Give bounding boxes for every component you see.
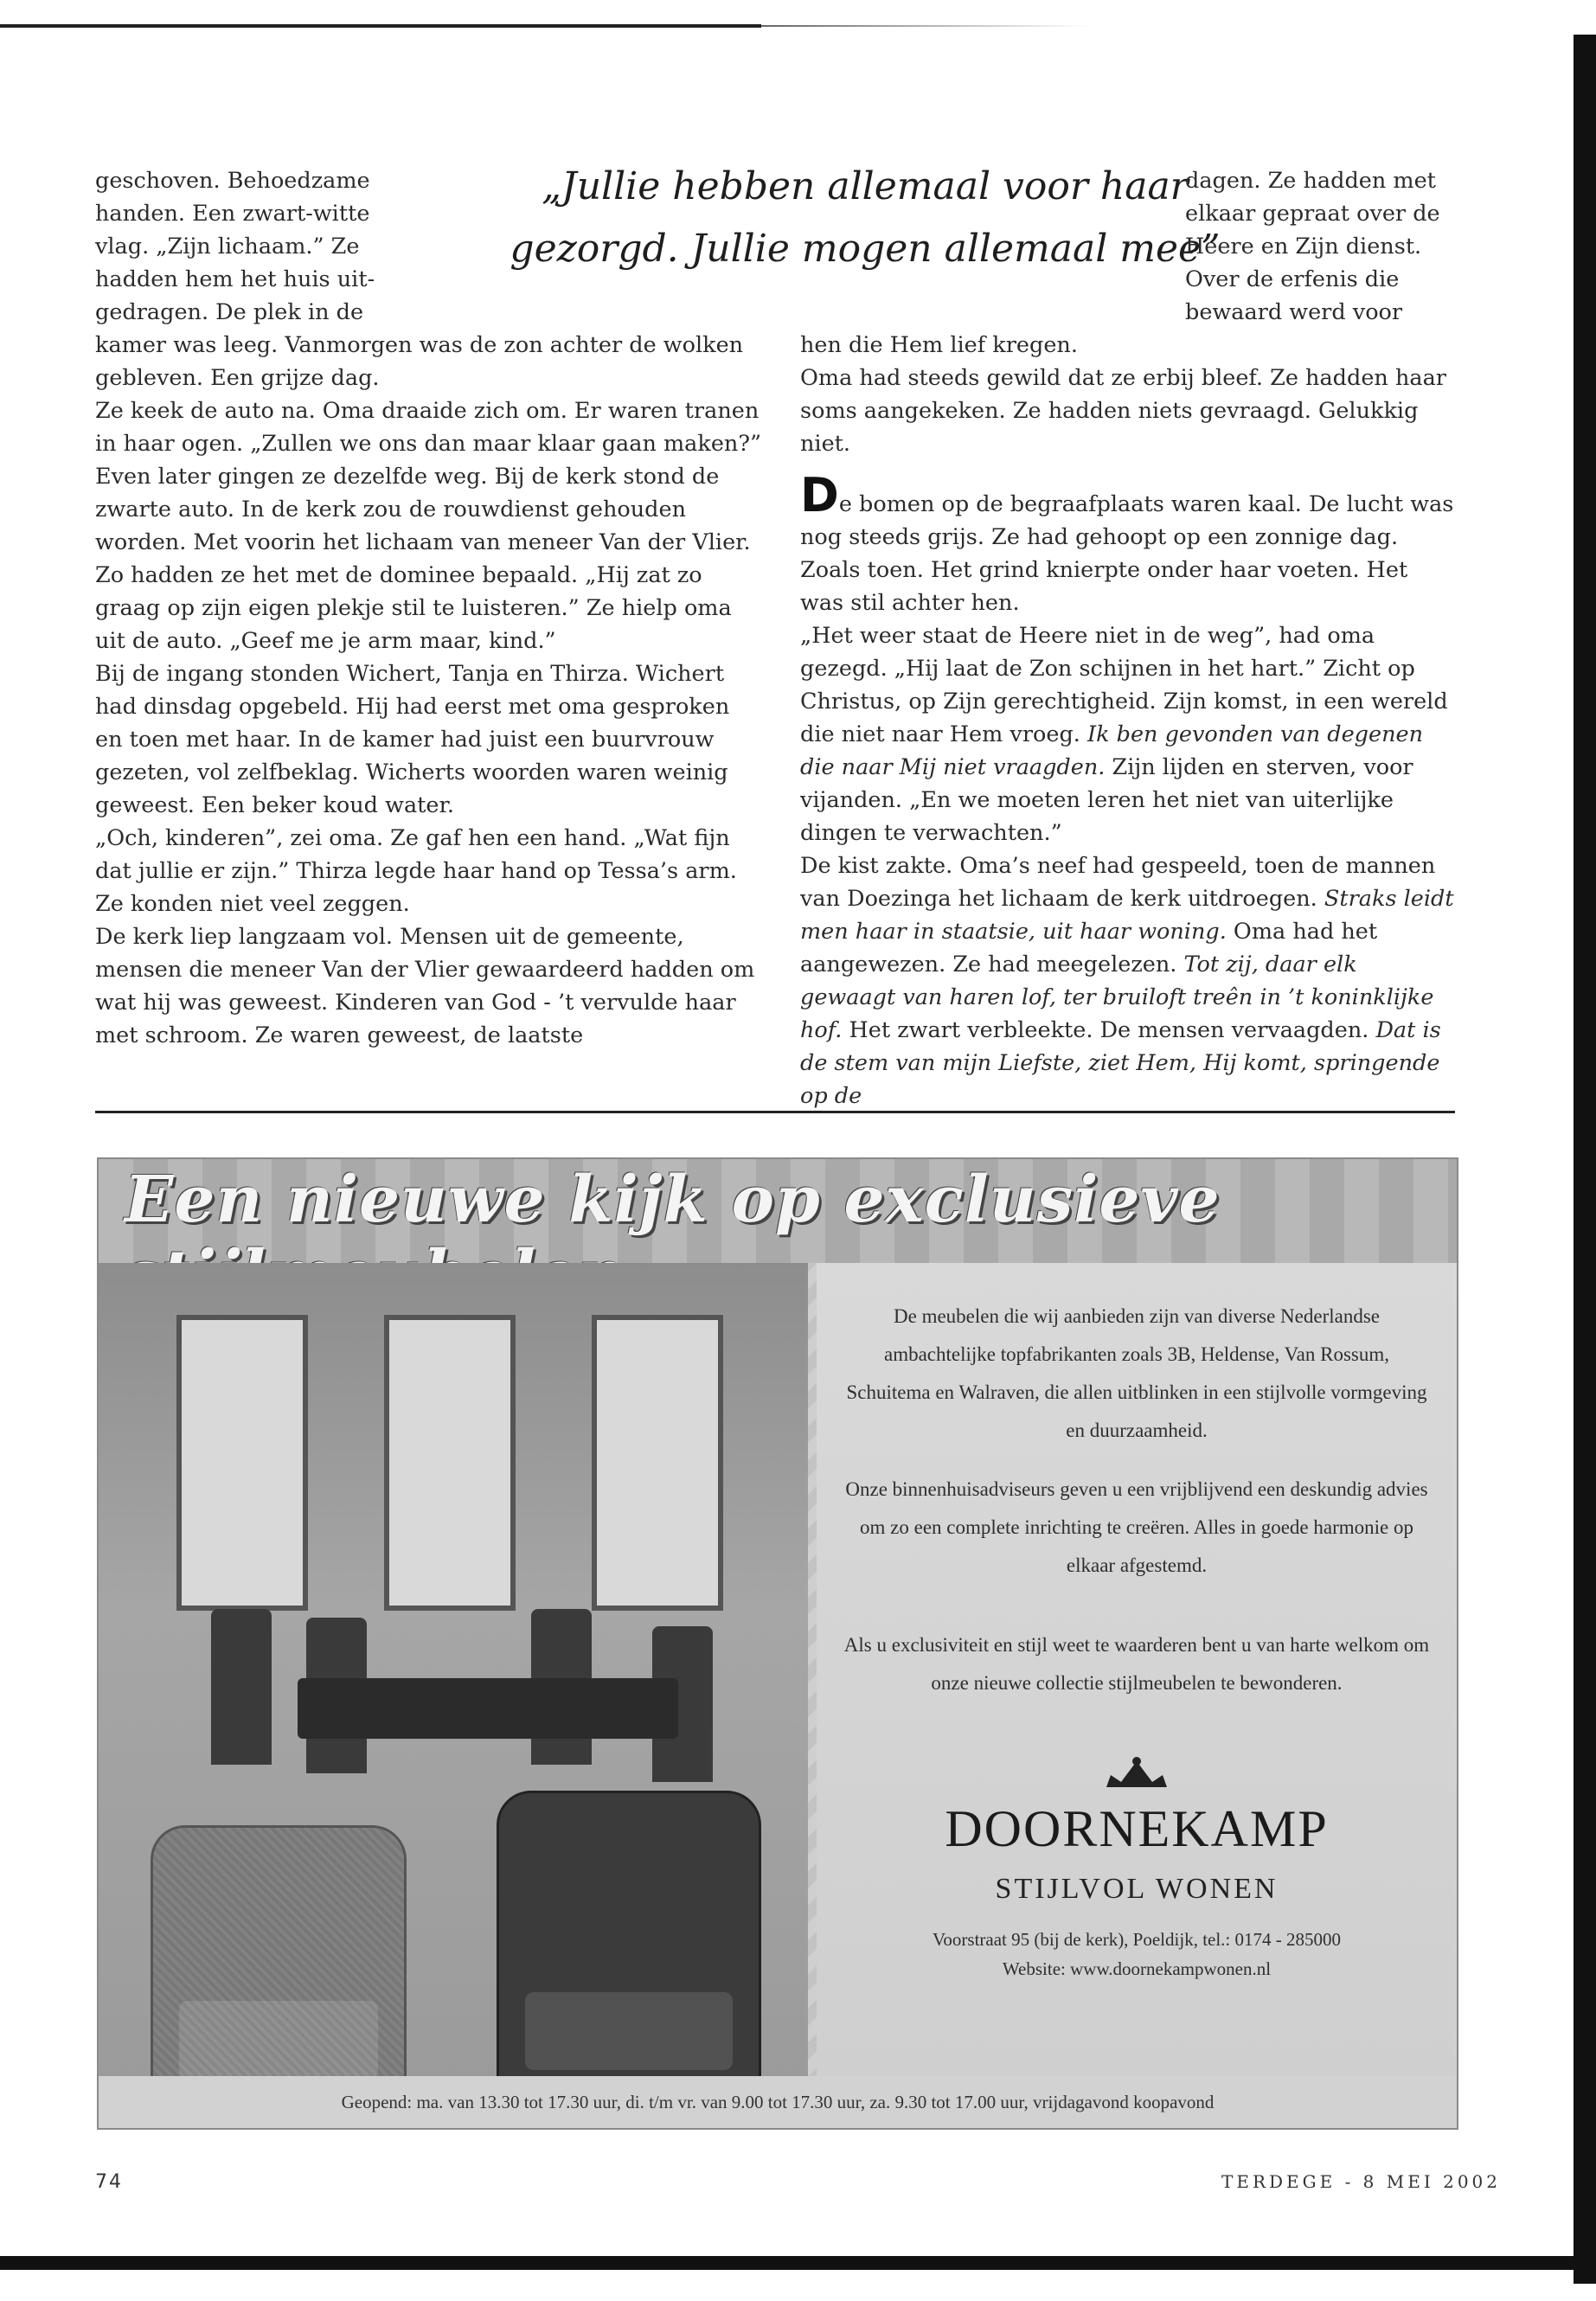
paragraph-text: „Het weer staat de Heere niet in de weg”, had oma gezegd. „Hij laat de Zon schijnen in het hart.” Zicht op Christus, op Zijn gerechtigheid. Zijn komst, in een wereld die niet naar Hem vroeg. <box>800 623 1448 747</box>
right-column <box>800 329 1458 1112</box>
paragraph <box>800 849 1458 1112</box>
publication-line: TERDEGE - 8 MEI 2002 <box>1221 2171 1501 2192</box>
left-intro-line: gedragen. De plek in de <box>95 299 364 325</box>
paragraph <box>800 619 1458 849</box>
advertisement <box>97 1157 1458 2130</box>
paragraph: Oma had steeds gewild dat ze erbij bleef. Ze hadden haar soms aangekeken. Ze hadden niets gevraagd. Gelukkig niet. <box>800 365 1446 457</box>
paragraph-text: De kist zakte. Oma’s neef had gespeeld, toen de mannen van Doezinga het lichaam de kerk uitdroegen. <box>800 853 1436 912</box>
italic-quote: Straks leidt men haar in staatsie, uit haar woning. <box>800 886 1454 945</box>
window-decoration <box>592 1315 723 1611</box>
left-intro-line: hadden hem het huis uit- <box>95 266 375 292</box>
right-intro-line: elkaar gepraat over de <box>1185 201 1440 227</box>
dining-chair <box>211 1609 272 1765</box>
left-intro-line: vlag. „Zijn lichaam.” Ze <box>95 234 360 260</box>
grey-armchair <box>151 1825 407 2116</box>
paragraph-text: Zijn lijden en sterven, voor vijanden. „En we moeten leren het niet van uiterlijke dingen te verwachten.” <box>800 754 1413 846</box>
article <box>95 164 1454 1109</box>
paragraph <box>800 468 1458 619</box>
address: Voorstraat 95 (bij de kerk), Poeldijk, tel.: 0174 - 285000 <box>932 1929 1342 1950</box>
ad-paragraph: Onze binnenhuisadviseurs geven u een vrijblijvend een deskundig advies om zo een complete inrichting te creëren. Alles in goede harmonie op elkaar afgestemd. <box>845 1478 1428 1576</box>
paragraph-text: Oma had het aangewezen. Ze had meegelezen. <box>800 919 1378 977</box>
paragraph: Bij de ingang stonden Wichert, Tanja en Thirza. Wichert had dinsdag opgebeld. Hij had eerst met oma gesproken en toen met haar. In de kamer had juist een buurvrouw gezeten, vol zelfbeklag. Wicherts woorden waren weinig geweest. Een beker koud water. <box>95 661 730 818</box>
ad-headline: Een nieuwe kijk op exclusieve <box>125 1163 1221 1237</box>
bottom-rule <box>0 2256 1596 2270</box>
address-block <box>817 1925 1457 1984</box>
top-rule-fade <box>761 25 1090 27</box>
paragraph: hen die Hem lief kregen. <box>800 332 1078 358</box>
dining-table <box>298 1678 678 1739</box>
crown-icon <box>1102 1756 1171 1791</box>
paragraph: De kerk liep langzaam vol. Mensen uit de gemeente, mensen die meneer Van der Vlier gewaardeerd hadden om wat hij was geweest. Kinderen van God - ’t vervulde haar met schroom. Ze waren geweest, de laatste <box>95 924 755 1048</box>
right-intro-line: bewaard werd voor <box>1185 299 1403 325</box>
right-intro-line: dagen. Ze hadden met <box>1185 168 1436 194</box>
furniture-photo <box>99 1263 808 2128</box>
ad-paragraph: Als u exclusiviteit en stijl weet te waarderen bent u van harte welkom om onze nieuwe collectie stijlmeubelen te bewonderen. <box>843 1634 1430 1694</box>
paragraph-text: Het zwart verbleekte. De mensen vervaagden. <box>849 1017 1369 1043</box>
left-intro-line: geschoven. Behoedzame <box>95 168 370 194</box>
left-intro-line: handen. Een zwart-witte <box>95 201 370 227</box>
paragraph: kamer was leeg. Vanmorgen was de zon achter de wolken gebleven. Een grijze dag. <box>95 332 744 391</box>
page-number: 74 <box>95 2171 123 2193</box>
italic-quote: Dat is de stem van mijn Liefste, ziet Hem, Hij komt, springende op de <box>800 1017 1441 1109</box>
brand-name: DOORNEKAMP <box>945 1800 1329 1857</box>
page-edge-shadow <box>1574 35 1596 2284</box>
italic-quote: Tot zij, daar elk gewaagt van haren lof, ter bruiloft treên in ’t koninklijke hof. <box>800 952 1434 1043</box>
window-decoration <box>384 1315 516 1611</box>
pull-quote-line-2: gezorgd. Jullie mogen allemaal mee” <box>510 227 1221 271</box>
website: Website: www.doornekampwonen.nl <box>1002 1958 1272 1979</box>
ad-paragraph: De meubelen die wij aanbieden zijn van diverse Nederlandse ambachtelijke topfabrikanten zoals 3B, Heldense, Van Rossum, Schuitema en Walraven, die allen uitblinken in een stijlvolle vormgeving en duurzaamheid. <box>846 1305 1427 1441</box>
brand-tagline: STIJLVOL WONEN <box>995 1873 1279 1905</box>
paragraph: „Och, kinderen”, zei oma. Ze gaf hen een hand. „Wat fijn dat jullie er zijn.” Thirza legde haar hand op Tessa’s arm. Ze konden niet veel zeggen. <box>95 825 737 917</box>
drop-cap: D <box>800 468 839 522</box>
right-intro-line: Heere en Zijn dienst. <box>1185 234 1422 260</box>
right-intro-line: Over de erfenis die <box>1185 266 1400 292</box>
italic-quote: Ik ben gevonden van degenen die naar Mij niet vraagden. <box>800 721 1424 780</box>
pull-quote-line-1: „Jullie hebben allemaal voor haar <box>542 164 1189 208</box>
window-decoration <box>176 1315 308 1611</box>
top-rule <box>0 24 761 28</box>
paragraph: Ze keek de auto na. Oma draaide zich om. Er waren tranen in haar ogen. „Zullen we ons dan maar klaar gaan maken?” <box>95 398 762 457</box>
dark-armchair <box>497 1791 761 2107</box>
right-column-intro <box>1185 164 1548 329</box>
opening-hours: Geopend: ma. van 13.30 tot 17.30 uur, di. t/m vr. van 9.00 tot 17.30 uur, za. 9.30 tot 17.00 uur, vrijdagavond koopavond <box>99 2076 1457 2128</box>
paragraph: Even later gingen ze dezelfde weg. Bij de kerk stond de zwarte auto. In de kerk zou de rouwdienst gehouden worden. Met voorin het lichaam van meneer Van der Vlier. Zo hadden ze het met de dominee bepaald. „Hij zat zo graag op zijn eigen plekje stil te luisteren.” Ze hielp oma uit de auto. „Geef me je arm maar, kind.” <box>95 464 751 654</box>
paragraph-text: e bomen op de begraafplaats waren kaal. De lucht was nog steeds grijs. Ze had gehoopt op een zonnige dag. Zoals toen. Het grind knierpte onder haar voeten. Het was stil achter hen. <box>800 491 1454 616</box>
ad-text-panel <box>817 1263 1457 2076</box>
left-column <box>95 164 763 1052</box>
advertisement-rule <box>95 1111 1455 1113</box>
